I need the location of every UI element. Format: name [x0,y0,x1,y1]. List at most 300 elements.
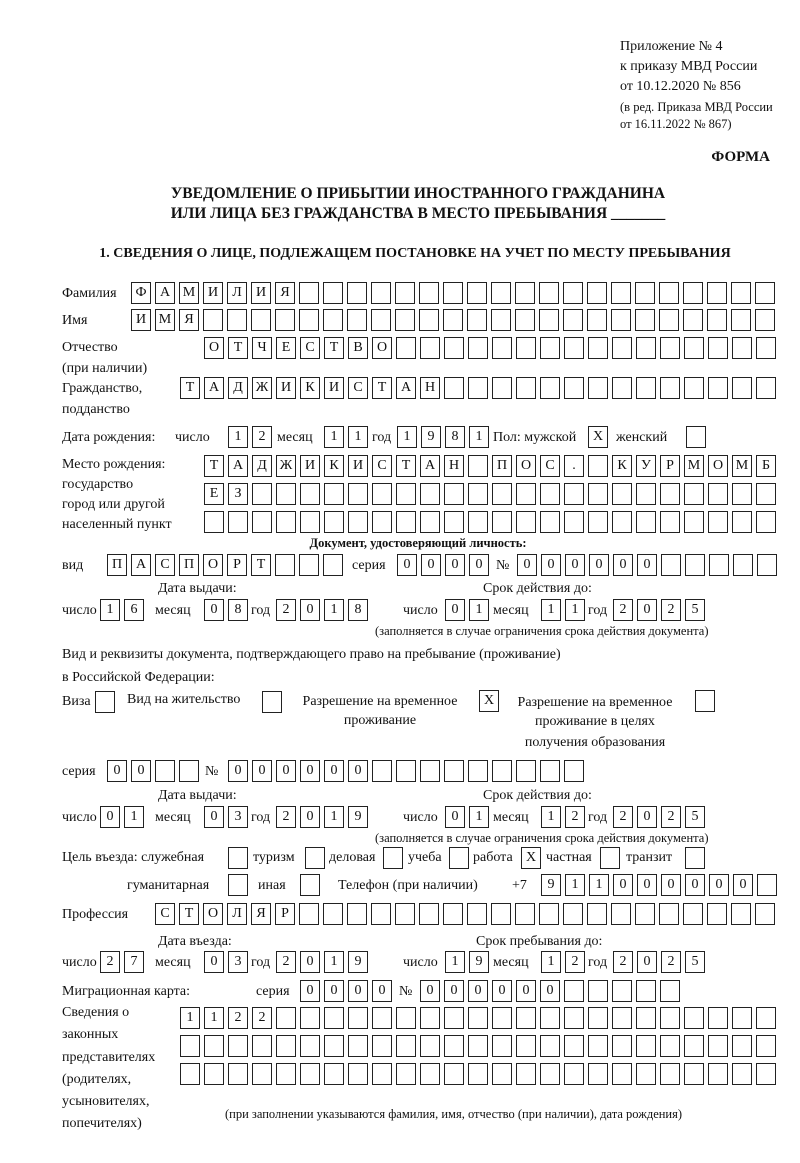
representatives-row1-cell[interactable]: 2 [252,1007,272,1029]
birthplace-row1-cell[interactable]: М [732,455,752,477]
representatives-row3-cell[interactable] [636,1063,656,1085]
birth-year-cell[interactable]: 8 [445,426,465,448]
stay-number-cell[interactable]: 0 [228,760,248,782]
patronymic-cell[interactable] [708,337,728,359]
birthplace-row1-cell[interactable]: С [540,455,560,477]
surname-cell[interactable] [659,282,679,304]
profession-cell[interactable] [659,903,679,925]
stay-number-cell[interactable] [516,760,536,782]
surname-cell[interactable]: Я [275,282,295,304]
surname-cell[interactable]: А [155,282,175,304]
representatives-row1-cell[interactable] [420,1007,440,1029]
stay-until-year-cell[interactable]: 2 [661,951,681,973]
patronymic-cell[interactable]: Ч [252,337,272,359]
birthplace-row3-cell[interactable] [444,511,464,533]
patronymic-cell[interactable] [564,337,584,359]
phone-cell[interactable]: 0 [613,874,633,896]
profession-cell[interactable]: Т [179,903,199,925]
birthplace-row3-cell[interactable] [516,511,536,533]
representatives-row1-cell[interactable]: 1 [204,1007,224,1029]
migration-series-cell[interactable]: 0 [348,980,368,1002]
representatives-row2-cell[interactable] [492,1035,512,1057]
representatives-row2-cell[interactable] [228,1035,248,1057]
surname-cell[interactable] [419,282,439,304]
id-number-cell[interactable] [661,554,681,576]
birthplace-row1-cell[interactable]: Н [444,455,464,477]
birthplace-row2-cell[interactable]: Е [204,483,224,505]
birth-day-cell[interactable]: 1 [228,426,248,448]
birthplace-row3-cell[interactable] [660,511,680,533]
profession-cell[interactable] [443,903,463,925]
representatives-row2-cell[interactable] [372,1035,392,1057]
citizenship-cell[interactable] [612,377,632,399]
phone-cell[interactable] [757,874,777,896]
patronymic-cell[interactable] [756,337,776,359]
stay-number-cell[interactable] [564,760,584,782]
migration-number-cell[interactable]: 0 [492,980,512,1002]
patronymic-cell[interactable] [684,337,704,359]
birthplace-row3-cell[interactable] [348,511,368,533]
surname-cell[interactable] [299,282,319,304]
purpose-business-checkbox[interactable] [383,847,403,869]
representatives-row1-cell[interactable] [540,1007,560,1029]
birthplace-row1-cell[interactable]: Р [660,455,680,477]
surname-cell[interactable] [731,282,751,304]
birthplace-row2-cell[interactable]: З [228,483,248,505]
surname-cell[interactable] [563,282,583,304]
birthplace-row2-cell[interactable] [492,483,512,505]
citizenship-cell[interactable] [756,377,776,399]
surname-cell[interactable] [707,282,727,304]
birthplace-row3-cell[interactable] [708,511,728,533]
id-kind-cell[interactable] [275,554,295,576]
stay-issue-year-cell[interactable]: 9 [348,806,368,828]
patronymic-cell[interactable] [516,337,536,359]
stay-number-cell[interactable] [372,760,392,782]
citizenship-cell[interactable]: Д [228,377,248,399]
representatives-row2-cell[interactable] [732,1035,752,1057]
patronymic-cell[interactable]: В [348,337,368,359]
representatives-row2-cell[interactable] [468,1035,488,1057]
representatives-row3-cell[interactable] [756,1063,776,1085]
citizenship-cell[interactable]: Н [420,377,440,399]
name-cell[interactable] [731,309,751,331]
name-cell[interactable]: И [131,309,151,331]
surname-cell[interactable] [683,282,703,304]
citizenship-cell[interactable] [732,377,752,399]
entry-day-cell[interactable]: 2 [100,951,120,973]
citizenship-cell[interactable]: С [348,377,368,399]
representatives-row1-cell[interactable] [348,1007,368,1029]
citizenship-cell[interactable]: А [396,377,416,399]
representatives-row1-cell[interactable] [732,1007,752,1029]
surname-cell[interactable]: И [251,282,271,304]
profession-cell[interactable]: О [203,903,223,925]
migration-number-cell[interactable] [636,980,656,1002]
birthplace-row1-cell[interactable]: К [324,455,344,477]
birthplace-row3-cell[interactable] [204,511,224,533]
birthplace-row3-cell[interactable] [636,511,656,533]
surname-cell[interactable]: Л [227,282,247,304]
migration-number-cell[interactable]: 0 [540,980,560,1002]
name-cell[interactable] [203,309,223,331]
representatives-row2-cell[interactable] [396,1035,416,1057]
visa-checkbox[interactable] [95,691,115,713]
entry-year-cell[interactable]: 2 [276,951,296,973]
id-number-cell[interactable]: 0 [565,554,585,576]
id-kind-cell[interactable] [323,554,343,576]
id-valid-month-cell[interactable]: 1 [565,599,585,621]
birthplace-row3-cell[interactable] [684,511,704,533]
stay-valid-month-cell[interactable]: 2 [565,806,585,828]
citizenship-cell[interactable]: И [276,377,296,399]
stay-issue-year-cell[interactable]: 0 [300,806,320,828]
name-cell[interactable] [539,309,559,331]
id-kind-cell[interactable]: С [155,554,175,576]
migration-number-cell[interactable] [564,980,584,1002]
representatives-row3-cell[interactable] [564,1063,584,1085]
name-cell[interactable] [443,309,463,331]
stay-series-cell[interactable] [179,760,199,782]
entry-year-cell[interactable]: 9 [348,951,368,973]
patronymic-cell[interactable]: О [372,337,392,359]
id-kind-cell[interactable]: П [107,554,127,576]
representatives-row2-cell[interactable] [180,1035,200,1057]
citizenship-cell[interactable] [588,377,608,399]
surname-cell[interactable] [395,282,415,304]
purpose-official-checkbox[interactable] [228,847,248,869]
birthplace-row2-cell[interactable] [372,483,392,505]
id-valid-year-cell[interactable]: 5 [685,599,705,621]
profession-cell[interactable] [539,903,559,925]
id-issue-year-cell[interactable]: 8 [348,599,368,621]
surname-cell[interactable] [539,282,559,304]
profession-cell[interactable] [371,903,391,925]
temp-residence-checkbox[interactable]: X [479,690,499,712]
representatives-row3-cell[interactable] [396,1063,416,1085]
representatives-row2-cell[interactable] [420,1035,440,1057]
representatives-row3-cell[interactable] [180,1063,200,1085]
patronymic-cell[interactable]: Т [324,337,344,359]
id-number-cell[interactable] [757,554,777,576]
purpose-private-checkbox[interactable] [600,847,620,869]
temp-residence-edu-checkbox[interactable] [695,690,715,712]
birthplace-row1-cell[interactable]: . [564,455,584,477]
id-number-cell[interactable] [709,554,729,576]
profession-cell[interactable]: Я [251,903,271,925]
name-cell[interactable] [251,309,271,331]
representatives-row3-cell[interactable] [684,1063,704,1085]
id-valid-day-cell[interactable]: 1 [469,599,489,621]
stay-number-cell[interactable] [540,760,560,782]
purpose-study-checkbox[interactable] [449,847,469,869]
name-cell[interactable] [323,309,343,331]
profession-cell[interactable] [515,903,535,925]
profession-cell[interactable] [395,903,415,925]
representatives-row3-cell[interactable] [492,1063,512,1085]
patronymic-cell[interactable]: О [204,337,224,359]
migration-number-cell[interactable] [612,980,632,1002]
representatives-row3-cell[interactable] [252,1063,272,1085]
representatives-row3-cell[interactable] [420,1063,440,1085]
representatives-row2-cell[interactable] [444,1035,464,1057]
citizenship-cell[interactable] [708,377,728,399]
stay-valid-year-cell[interactable]: 2 [613,806,633,828]
representatives-row1-cell[interactable] [468,1007,488,1029]
purpose-humanitarian-checkbox[interactable] [228,874,248,896]
representatives-row1-cell[interactable]: 2 [228,1007,248,1029]
stay-number-cell[interactable]: 0 [348,760,368,782]
birthplace-row2-cell[interactable] [756,483,776,505]
representatives-row2-cell[interactable] [348,1035,368,1057]
birthplace-row1-cell[interactable]: И [348,455,368,477]
name-cell[interactable] [227,309,247,331]
representatives-row1-cell[interactable] [660,1007,680,1029]
birthplace-row1-cell[interactable]: С [372,455,392,477]
patronymic-cell[interactable] [492,337,512,359]
stay-issue-day-cell[interactable]: 0 [100,806,120,828]
representatives-row3-cell[interactable] [444,1063,464,1085]
surname-cell[interactable]: И [203,282,223,304]
id-kind-cell[interactable]: О [203,554,223,576]
representatives-row2-cell[interactable] [660,1035,680,1057]
citizenship-cell[interactable] [444,377,464,399]
phone-cell[interactable]: 0 [709,874,729,896]
id-number-cell[interactable] [685,554,705,576]
representatives-row1-cell[interactable] [492,1007,512,1029]
representatives-row2-cell[interactable] [276,1035,296,1057]
migration-series-cell[interactable]: 0 [300,980,320,1002]
id-issue-day-cell[interactable]: 1 [100,599,120,621]
birthplace-row1-cell[interactable]: О [708,455,728,477]
phone-cell[interactable]: 0 [637,874,657,896]
patronymic-cell[interactable]: Т [228,337,248,359]
name-cell[interactable]: Я [179,309,199,331]
name-cell[interactable] [299,309,319,331]
id-kind-cell[interactable]: А [131,554,151,576]
entry-day-cell[interactable]: 7 [124,951,144,973]
birthplace-row2-cell[interactable] [420,483,440,505]
id-kind-cell[interactable]: Т [251,554,271,576]
patronymic-cell[interactable]: С [300,337,320,359]
name-cell[interactable] [467,309,487,331]
id-issue-day-cell[interactable]: 6 [124,599,144,621]
birthplace-row3-cell[interactable] [228,511,248,533]
patronymic-cell[interactable] [468,337,488,359]
name-cell[interactable] [347,309,367,331]
name-cell[interactable] [635,309,655,331]
birthplace-row1-cell[interactable]: У [636,455,656,477]
phone-cell[interactable]: 1 [565,874,585,896]
birthplace-row1-cell[interactable]: Т [396,455,416,477]
profession-cell[interactable]: Р [275,903,295,925]
migration-number-cell[interactable]: 0 [468,980,488,1002]
birthplace-row3-cell[interactable] [372,511,392,533]
representatives-row1-cell[interactable] [276,1007,296,1029]
stay-until-year-cell[interactable]: 5 [685,951,705,973]
name-cell[interactable]: М [155,309,175,331]
purpose-transit-checkbox[interactable] [685,847,705,869]
profession-cell[interactable] [635,903,655,925]
representatives-row2-cell[interactable] [204,1035,224,1057]
migration-number-cell[interactable] [588,980,608,1002]
stay-number-cell[interactable] [396,760,416,782]
representatives-row3-cell[interactable] [732,1063,752,1085]
id-number-cell[interactable]: 0 [517,554,537,576]
birthplace-row1-cell[interactable]: П [492,455,512,477]
profession-cell[interactable] [611,903,631,925]
citizenship-cell[interactable] [516,377,536,399]
migration-number-cell[interactable]: 0 [516,980,536,1002]
representatives-row2-cell[interactable] [756,1035,776,1057]
birth-year-cell[interactable]: 1 [397,426,417,448]
surname-cell[interactable] [371,282,391,304]
representatives-row1-cell[interactable] [684,1007,704,1029]
profession-cell[interactable]: Л [227,903,247,925]
stay-until-month-cell[interactable]: 2 [565,951,585,973]
representatives-row2-cell[interactable] [684,1035,704,1057]
purpose-other-checkbox[interactable] [300,874,320,896]
surname-cell[interactable] [515,282,535,304]
birthplace-row1-cell[interactable]: Т [204,455,224,477]
entry-month-cell[interactable]: 3 [228,951,248,973]
citizenship-cell[interactable] [468,377,488,399]
birthplace-row3-cell[interactable] [588,511,608,533]
birthplace-row2-cell[interactable] [396,483,416,505]
birthplace-row3-cell[interactable] [324,511,344,533]
patronymic-cell[interactable] [612,337,632,359]
name-cell[interactable] [707,309,727,331]
representatives-row2-cell[interactable] [252,1035,272,1057]
name-cell[interactable] [611,309,631,331]
profession-cell[interactable]: С [155,903,175,925]
birthplace-row2-cell[interactable] [564,483,584,505]
id-issue-year-cell[interactable]: 2 [276,599,296,621]
birthplace-row3-cell[interactable] [300,511,320,533]
representatives-row2-cell[interactable] [636,1035,656,1057]
citizenship-cell[interactable]: Т [180,377,200,399]
citizenship-cell[interactable] [492,377,512,399]
birthplace-row3-cell[interactable] [396,511,416,533]
profession-cell[interactable] [707,903,727,925]
id-series-cell[interactable]: 0 [469,554,489,576]
name-cell[interactable] [491,309,511,331]
profession-cell[interactable] [563,903,583,925]
birthplace-row1-cell[interactable]: Д [252,455,272,477]
birthplace-row1-cell[interactable]: О [516,455,536,477]
citizenship-cell[interactable]: Т [372,377,392,399]
patronymic-cell[interactable] [588,337,608,359]
representatives-row1-cell[interactable]: 1 [180,1007,200,1029]
phone-cell[interactable]: 9 [541,874,561,896]
birth-month-cell[interactable]: 1 [324,426,344,448]
birthplace-row2-cell[interactable] [252,483,272,505]
birthplace-row2-cell[interactable] [708,483,728,505]
stay-number-cell[interactable] [420,760,440,782]
representatives-row1-cell[interactable] [516,1007,536,1029]
profession-cell[interactable] [683,903,703,925]
citizenship-cell[interactable] [684,377,704,399]
birthplace-row2-cell[interactable] [516,483,536,505]
citizenship-cell[interactable] [660,377,680,399]
stay-until-year-cell[interactable]: 0 [637,951,657,973]
birth-year-cell[interactable]: 9 [421,426,441,448]
migration-number-cell[interactable] [660,980,680,1002]
citizenship-cell[interactable]: К [300,377,320,399]
representatives-row2-cell[interactable] [516,1035,536,1057]
id-valid-year-cell[interactable]: 2 [613,599,633,621]
id-valid-year-cell[interactable]: 0 [637,599,657,621]
representatives-row3-cell[interactable] [708,1063,728,1085]
representatives-row3-cell[interactable] [276,1063,296,1085]
id-valid-year-cell[interactable]: 2 [661,599,681,621]
birthplace-row3-cell[interactable] [492,511,512,533]
birthplace-row3-cell[interactable] [276,511,296,533]
name-cell[interactable] [371,309,391,331]
name-cell[interactable] [683,309,703,331]
citizenship-cell[interactable]: А [204,377,224,399]
stay-series-cell[interactable]: 0 [107,760,127,782]
stay-valid-day-cell[interactable]: 0 [445,806,465,828]
id-issue-month-cell[interactable]: 0 [204,599,224,621]
birthplace-row2-cell[interactable] [348,483,368,505]
residence-permit-checkbox[interactable] [262,691,282,713]
birthplace-row3-cell[interactable] [732,511,752,533]
sex-male-checkbox[interactable]: X [588,426,608,448]
representatives-row2-cell[interactable] [612,1035,632,1057]
representatives-row3-cell[interactable] [516,1063,536,1085]
surname-cell[interactable] [347,282,367,304]
representatives-row3-cell[interactable] [540,1063,560,1085]
birthplace-row2-cell[interactable] [300,483,320,505]
birthplace-row2-cell[interactable] [468,483,488,505]
birthplace-row2-cell[interactable] [540,483,560,505]
profession-cell[interactable] [755,903,775,925]
id-issue-year-cell[interactable]: 1 [324,599,344,621]
purpose-work-checkbox[interactable]: X [521,847,541,869]
birth-month-cell[interactable]: 1 [348,426,368,448]
representatives-row2-cell[interactable] [708,1035,728,1057]
stay-series-cell[interactable] [155,760,175,782]
stay-until-year-cell[interactable]: 2 [613,951,633,973]
id-kind-cell[interactable] [299,554,319,576]
birthplace-row1-cell[interactable]: Б [756,455,776,477]
entry-year-cell[interactable]: 1 [324,951,344,973]
representatives-row3-cell[interactable] [324,1063,344,1085]
stay-issue-year-cell[interactable]: 2 [276,806,296,828]
id-issue-year-cell[interactable]: 0 [300,599,320,621]
stay-until-month-cell[interactable]: 1 [541,951,561,973]
birthplace-row2-cell[interactable] [636,483,656,505]
birthplace-row1-cell[interactable]: М [684,455,704,477]
birthplace-row3-cell[interactable] [540,511,560,533]
citizenship-cell[interactable] [636,377,656,399]
profession-cell[interactable] [491,903,511,925]
citizenship-cell[interactable] [564,377,584,399]
surname-cell[interactable] [611,282,631,304]
birthplace-row1-cell[interactable]: Ж [276,455,296,477]
citizenship-cell[interactable] [540,377,560,399]
birthplace-row3-cell[interactable] [564,511,584,533]
profession-cell[interactable] [347,903,367,925]
birthplace-row2-cell[interactable] [684,483,704,505]
migration-series-cell[interactable]: 0 [324,980,344,1002]
id-number-cell[interactable]: 0 [589,554,609,576]
birthplace-row2-cell[interactable] [324,483,344,505]
profession-cell[interactable] [299,903,319,925]
name-cell[interactable] [587,309,607,331]
profession-cell[interactable] [467,903,487,925]
